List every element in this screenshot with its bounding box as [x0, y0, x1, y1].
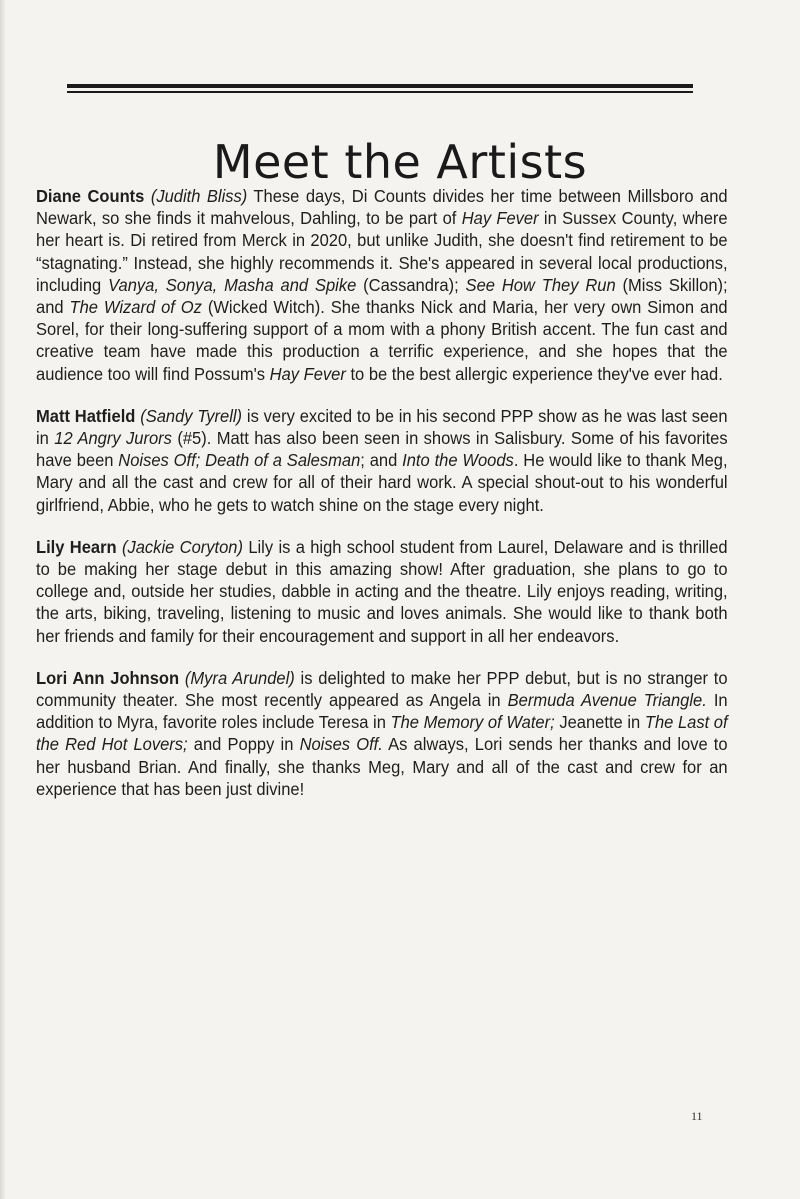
artist-role: (Sandy Tyrell)	[140, 405, 243, 426]
page-number: 11	[691, 1109, 703, 1123]
bio-text: to be the best allergic experience they've ever had.	[345, 363, 723, 384]
production-title: Hay Fever	[269, 363, 346, 384]
production-title: The Memory of Water;	[390, 712, 555, 733]
bio-text: is very excited to be in his second PPP show as he was last seen in	[36, 405, 728, 449]
production-title: Vanya, Sonya, Masha and Spike	[108, 274, 357, 295]
title-rule-thin	[67, 91, 693, 93]
bio-text: As always, Lori sends her thanks and love to her husband Brian. And finally, she thanks Meg, Mary and all of the cast and crew for an experience that has been just divine!	[36, 734, 728, 799]
bio-list	[36, 185, 728, 820]
artist-role: (Judith Bliss)	[150, 186, 248, 206]
production-title: 12 Angry Jurors	[54, 428, 172, 449]
bio-paragraph	[36, 185, 728, 385]
bio-text: and Poppy in	[187, 734, 300, 755]
production-title: Into the Woods	[402, 450, 514, 471]
bio-paragraph	[36, 405, 728, 516]
page-title: Meet the Artists	[212, 134, 588, 189]
bio-paragraph	[36, 667, 728, 800]
title-rule-thick	[67, 84, 693, 88]
artist-role: (Myra Arundel)	[184, 667, 295, 688]
bio-text: (Wicked Witch). She thanks Nick and Maria, her very own Simon and Sorel, for their long-suffering support of a mom with a phony British accent. The fun cast and creative team have made this production a terrific experience, and she hopes that the audience too will find Possum's	[36, 297, 728, 384]
production-title: Noises Off; Death of a Salesman	[118, 450, 361, 471]
bio-paragraph	[36, 536, 728, 647]
bio-text: ; and	[360, 450, 403, 471]
bio-text: Jeanette in	[554, 712, 645, 733]
production-title: Hay Fever	[461, 208, 539, 229]
title-rule	[67, 84, 693, 94]
bio-text: in Sussex County, where her heart is. Di retired from Merck in 2020, but unlike Judith, she doesn't find retirement to be “stagnating.” Instead, she highly recommends it. She's appeared in several local productions, including	[36, 208, 728, 295]
artist-name: Lily Hearn	[36, 536, 117, 557]
bio-text: (Cassandra);	[356, 274, 466, 295]
artist-name: Lori Ann Johnson	[36, 667, 180, 688]
artist-name: Matt Hatfield	[36, 405, 136, 426]
bio-text: . He would like to thank Meg, Mary and all the cast and crew for all of their hard work. A special shout-out to his wonderful girlfriend, Abbie, who he gets to watch shine on the stage every night.	[36, 450, 728, 515]
bio-text: These days, Di Counts divides her time between Millsboro and Newark, so she finds it mahvelous, Dahling, to be part of	[36, 186, 728, 229]
bio-text: (#5). Matt has also been seen in shows in Salisbury. Some of his favorites have been	[36, 428, 728, 471]
artist-role: (Jackie Coryton)	[121, 536, 243, 557]
bio-text: (Miss Skillon); and	[36, 274, 728, 318]
bio-text: Lily is a high school student from Laurel, Delaware and is thrilled to be making her stage debut in this amazing show! After graduation, she plans to go to college and, outside her studies, dabble in acting and the theatre. Lily enjoys reading, writing, the arts, biking, traveling, listening to music and loves animals. She would like to thank both her friends and family for their encouragement and support in all her endeavors.	[36, 536, 728, 646]
production-title: The Last of the Red Hot Lovers;	[36, 712, 728, 755]
production-title: Bermuda Avenue Triangle.	[507, 690, 707, 711]
bio-text: In addition to Myra, favorite roles include Teresa in	[36, 690, 728, 733]
production-title: See How They Run	[465, 274, 616, 295]
production-title: Noises Off.	[299, 734, 383, 755]
artist-name: Diane Counts	[36, 186, 145, 206]
production-title: The Wizard of Oz	[69, 297, 202, 318]
bio-text: is delighted to make her PPP debut, but is no stranger to community theater. She most recently appeared as Angela in	[36, 667, 728, 711]
